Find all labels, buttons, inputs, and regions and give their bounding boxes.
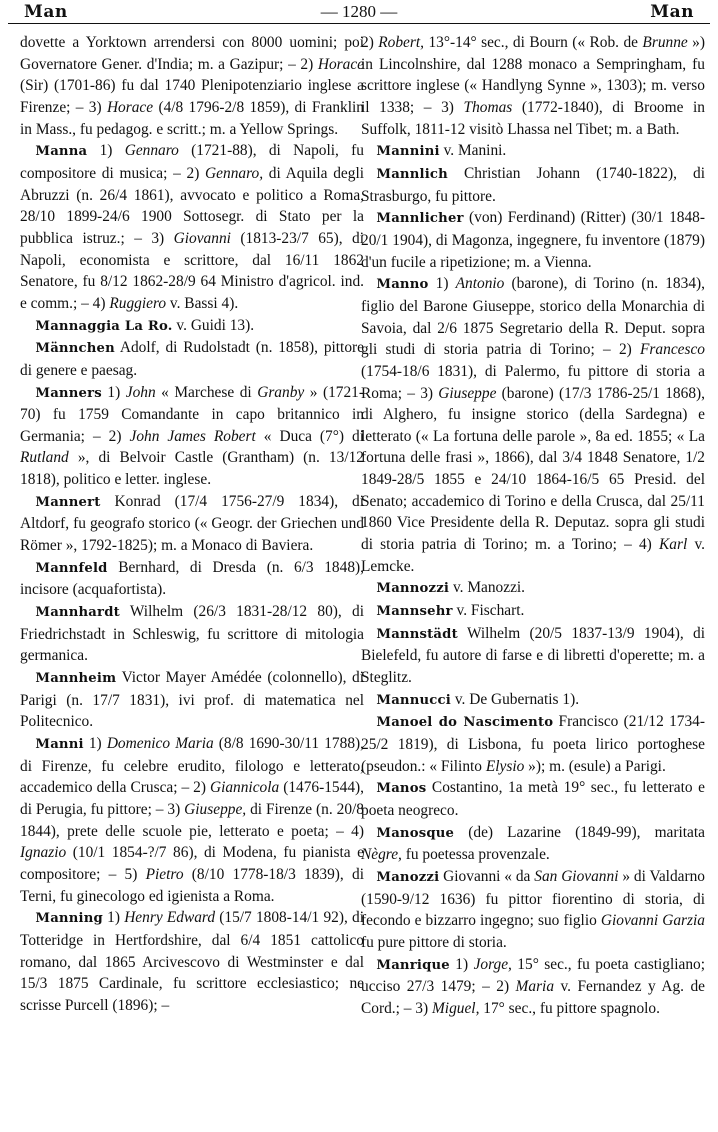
entry-text: 1): [101, 383, 126, 401]
entry-italic-name: Francesco: [640, 341, 705, 359]
entry-text: (1754-18/6 1831), di Palermo, fu pittore di storia a Roma; – 3): [361, 362, 705, 402]
entry-text: 1): [449, 955, 474, 973]
entry-text: v. Bassi 4).: [166, 294, 239, 312]
entry-text: v. Guidi 13).: [172, 316, 255, 334]
entry-italic-name: Granby: [257, 383, 305, 401]
entry-headword: Manos: [376, 781, 427, 797]
dictionary-entry: [361, 777, 705, 821]
entry-text: dovette a Yorktown arrendersi con 8000 uomini; poi Governatore Gener. d'India; m. a Gazipur; – 2): [20, 34, 364, 73]
entry-italic-name: Elysio: [485, 757, 525, 775]
entry-text: 2): [361, 34, 379, 51]
entry-text: (barone) (17/3 1786-25/1 1868), di Alghero, fu insigne storico (della Sardegna) e letterato (« La fortuna delle parole », 8a ed. 1855; « La fortuna delle frasi », 1866), dal 3/4 1848 Senatore, 1/2 1849-28/5 1855 e 24/10 1864-16/5 65 Presid. del Senato; accademico di Torino e della Crusca, dal 25/11 1860 Vice Presidente della R. Deputaz. sopra gli studi di storia patria di Torino; m. a Torino; – 4): [361, 384, 705, 554]
dictionary-entry: [20, 907, 364, 1016]
dictionary-entry: [361, 207, 705, 273]
entry-italic-name: San Giovanni: [534, 867, 619, 885]
entry-text: Konrad (17/4 1756-27/9 1834), di Altdorf, fu geografo storico (« Geogr. der Griechen und Römer », 1792-1825); m. a Monaco di Baviera.: [20, 492, 364, 555]
entry-headword: Mannsehr: [376, 604, 453, 620]
dictionary-entry: [20, 140, 364, 314]
entry-text: (de) Lazarine (1849-99), maritata: [454, 823, 705, 841]
entry-text: 1): [102, 909, 125, 927]
entry-text: « Marchese di: [155, 383, 258, 401]
dictionary-entry: [361, 711, 705, 777]
entry-headword: Manoel do Nascimento: [376, 715, 554, 731]
entry-text: Giovanni « da: [439, 867, 535, 885]
dictionary-entry: [361, 163, 705, 207]
dictionary-entry: [20, 32, 364, 140]
entry-text: » (1721-70) fu 1759 Comandante in capo britannico in Germania; – 2): [20, 383, 364, 445]
entry-text: (von) Ferdinand) (Ritter) (30/1 1848-20/1 1904), di Magonza, ingegnere, fu inventore (1879) d'un fucile a ripetizione; m. a Vienna.: [361, 209, 705, 271]
entry-text: « Duca (7°) di: [255, 427, 364, 445]
entry-text: (1813-23/7 65), di Napoli, economista e scrittore, dal 16/11 1862 Senatore, fu 8/12 1862-28/9 64 Ministro d'agricol. ind. e comm.; – 4): [20, 229, 364, 312]
dictionary-entry: [361, 954, 705, 1020]
dictionary-entry: [361, 273, 705, 577]
entry-italic-name: Giannicola: [209, 779, 280, 797]
entry-italic-name: Thomas: [463, 98, 513, 116]
entry-headword: Mannozzi: [376, 581, 450, 597]
entry-text: Costantino, 1a metà 19° sec., fu letterato e poeta neogreco.: [361, 779, 705, 819]
entry-italic-name: Nègre,: [361, 846, 402, 864]
entry-headword: Mannini: [376, 144, 440, 160]
entry-headword: Mannhardt: [35, 605, 120, 621]
entry-italic-name: Giovanni: [173, 229, 231, 247]
entry-italic-name: John James Robert: [129, 427, 256, 445]
entry-italic-name: Gennaro,: [205, 164, 264, 182]
header-right-headword: Man: [650, 1, 694, 22]
entry-italic-name: Robert,: [378, 34, 425, 51]
entry-text: ») in Lincolnshire, dal 1288 monaco a Sempringham, fu scrittore inglese (« Handlyng Synne », 1303); m. verso il 1338; – 3): [361, 34, 705, 116]
entry-italic-name: Giuseppe,: [184, 800, 247, 818]
entry-text: fu pure pittore di storia.: [361, 933, 507, 951]
dictionary-entry: [361, 577, 705, 600]
entry-text: (15/7 1808-14/1 92), di Totteridge in Hertfordshire, dal 6/4 1851 cattolico romano, dal 1865 Arcivescovo di Westminster e dal 15/3 1875 Cardinale, fu scrittore ecclesiastico; ne scrisse Purcell (1896); –: [20, 909, 364, 1014]
dictionary-entry: [20, 601, 364, 667]
dictionary-entry: [20, 315, 364, 338]
entry-text: di Aquila degli Abruzzi (n. 26/4 1861), avvocato e politico a Roma, 28/10 1899-24/6 1900 Sottosegr. di Stato per la pubblica istruz.; – 3): [20, 164, 364, 247]
entry-text: (1721-88), di Napoli, fu compositore di musica; – 2): [20, 142, 364, 182]
entry-italic-name: Ignazio: [20, 844, 67, 862]
entry-text: v. Manozzi.: [449, 579, 526, 597]
entry-text: 1): [83, 735, 107, 752]
entry-text: di Firenze (n. 20/8 1844), prete delle scuole pie, letterato e poeta; – 4): [20, 800, 364, 840]
entry-headword: Mannheim: [35, 671, 117, 687]
dictionary-entry: [20, 337, 364, 381]
entry-italic-name: Antonio: [455, 275, 505, 293]
header-left-headword: Man: [24, 1, 68, 22]
entry-text: 1): [428, 275, 456, 293]
dictionary-entry: [361, 866, 705, 954]
entry-text: v. Fischart.: [452, 602, 525, 620]
entry-text: (8/8 1690-30/11 1788), di Firenze, fu celebre erudito, filologo e letterato, accademico della Crusca; – 2): [20, 735, 364, 797]
entry-italic-name: Giovanni Garzia: [600, 912, 705, 930]
page-header: [8, 0, 710, 24]
entry-text: » di Valdarno (1590-9/12 1636) fu pittor fiorentino di storia, di fecondo e bizzarro ingegno; suo figlio: [361, 867, 705, 930]
entry-text: », di Belvoir Castle (Grantham) (n. 13/12 1818), politico e letter. inglese.: [20, 449, 364, 489]
entry-text: v. De Gubernatis 1).: [450, 690, 580, 708]
dictionary-entry: [361, 822, 705, 866]
entry-text: Christian Johann (1740-1822), di Strasburgo, fu pittore.: [361, 164, 705, 205]
dictionary-entry: [20, 382, 364, 491]
entry-headword: Manna: [35, 144, 88, 160]
dictionary-entry: [361, 140, 705, 163]
entry-italic-name: Rutland: [20, 449, 69, 467]
entry-text: Wilhelm (26/3 1831-28/12 80), di Friedrichstadt in Schleswig, fu scrittore di mitologia germanica.: [20, 603, 364, 665]
entry-italic-name: Domenico Maria: [106, 735, 214, 752]
entry-text: (1772-1840), di Broome in Suffolk, 1811-12 visitò Lhassa nel Tibet; m. a Bath.: [361, 98, 705, 138]
entry-text: Victor Mayer Amédée (colonnello), di Parigi (n. 17/7 1831), ivi prof. di matematica nel Politecnico.: [20, 669, 364, 731]
entry-italic-name: Pietro: [145, 865, 184, 883]
entry-headword: Mannert: [35, 494, 101, 510]
entry-text: v. Fernandez y Ag. de Cord.; – 3): [361, 978, 705, 1017]
entry-text: 13°-14° sec., di Bourn (« Rob. de: [424, 34, 643, 51]
entry-headword: Manosque: [376, 825, 455, 841]
entry-text: 1): [87, 142, 125, 160]
entry-text: v. Lemcke.: [361, 536, 705, 575]
entry-text: 15° sec., fu poeta castigliano; ucciso 27/3 1479; – 2): [361, 955, 705, 996]
entry-italic-name: Horace: [106, 98, 154, 116]
entry-text: Francisco (21/12 1734-25/2 1819), di Lisbona, fu poeta lirico portoghese (pseudon.: « Filinto: [361, 713, 705, 775]
entry-headword: Manozzi: [376, 869, 440, 885]
entry-text: 17° sec., fu pittore spagnolo.: [479, 999, 660, 1017]
entry-text: (1476-1544), di Perugia, fu pittore; – 3): [20, 779, 364, 818]
entry-italic-name: Miguel,: [431, 999, 480, 1017]
entry-italic-name: Karl: [659, 536, 688, 554]
entry-text: Wilhelm (20/5 1837-13/9 1904), di Bielefeld, fu autore di farse e di libretti d'operette; m. a Steglitz.: [361, 624, 705, 687]
entry-headword: Manners: [35, 385, 102, 401]
left-column: [20, 32, 364, 1127]
entry-headword: Manno: [376, 277, 429, 293]
entry-headword: Mannstädt: [376, 626, 458, 642]
entry-italic-name: John: [125, 383, 156, 401]
entry-italic-name: Gennaro: [124, 142, 179, 160]
dictionary-entry: [20, 667, 364, 733]
entry-text: fu poetessa provenzale.: [401, 846, 550, 864]
entry-text: Bernhard, di Dresda (n. 6/3 1848), incisore (acquafortista).: [20, 558, 364, 599]
entry-italic-name: Ruggiero: [109, 294, 167, 312]
dictionary-entry: [361, 689, 705, 712]
entry-text: (Sir) (1701-86) fu dal 1740 Plenipotenziario inglese a Firenze; – 3): [20, 77, 364, 116]
dictionary-entry: [361, 32, 705, 140]
dictionary-entry: [361, 623, 705, 689]
entry-italic-name: Henry Edward: [124, 909, 216, 927]
entry-headword: Mannfeld: [35, 560, 108, 576]
entry-headword: Manni: [35, 737, 84, 752]
entry-headword: Mannlicher: [376, 211, 464, 227]
entry-italic-name: Maria: [515, 978, 555, 996]
entry-headword: Manrique: [376, 957, 450, 973]
page-number: — 1280 —: [320, 1, 398, 21]
dictionary-entry: [20, 491, 364, 557]
entry-headword: Mannlich: [376, 166, 448, 182]
right-column: [361, 32, 705, 1127]
entry-text: (8/10 1778-18/3 1839), di Terni, fu ginecologo ed igienista a Roma.: [20, 865, 364, 905]
entry-italic-name: Horace: [317, 55, 364, 73]
entry-text: Adolf, di Rudolstadt (n. 1858), pittore di genere e paesag.: [20, 339, 364, 379]
entry-text: (4/8 1796-2/8 1859), di Franklin in Mass., fu pedagog. e scritt.; m. a Yellow Springs.: [20, 98, 364, 138]
dictionary-entry: [20, 557, 364, 601]
entry-text: »); m. (esule) a Parigi.: [524, 757, 666, 775]
entry-italic-name: Giuseppe: [438, 384, 497, 402]
entry-text: (10/1 1854-?/7 86), di Modena, fu pianista e compositore; – 5): [20, 844, 364, 883]
entry-headword: Männchen: [35, 341, 115, 357]
entry-headword: Manning: [35, 911, 103, 927]
entry-headword: Mannucci: [376, 692, 451, 708]
entry-italic-name: Brunne: [642, 34, 688, 51]
dictionary-entry: [20, 733, 364, 907]
entry-text: (barone), di Torino (n. 1834), figlio del Barone Giuseppe, storico della Monarchia di Savoia, dal 2/6 1875 Segretario della R. Deput. sopra gli studi di storia patria di Torino; – 2): [361, 275, 705, 359]
entry-text: v. Manini.: [439, 142, 507, 160]
entry-headword: Mannaggia La Ro.: [35, 318, 173, 334]
entry-italic-name: Jorge,: [473, 955, 512, 973]
dictionary-entry: [361, 600, 705, 623]
